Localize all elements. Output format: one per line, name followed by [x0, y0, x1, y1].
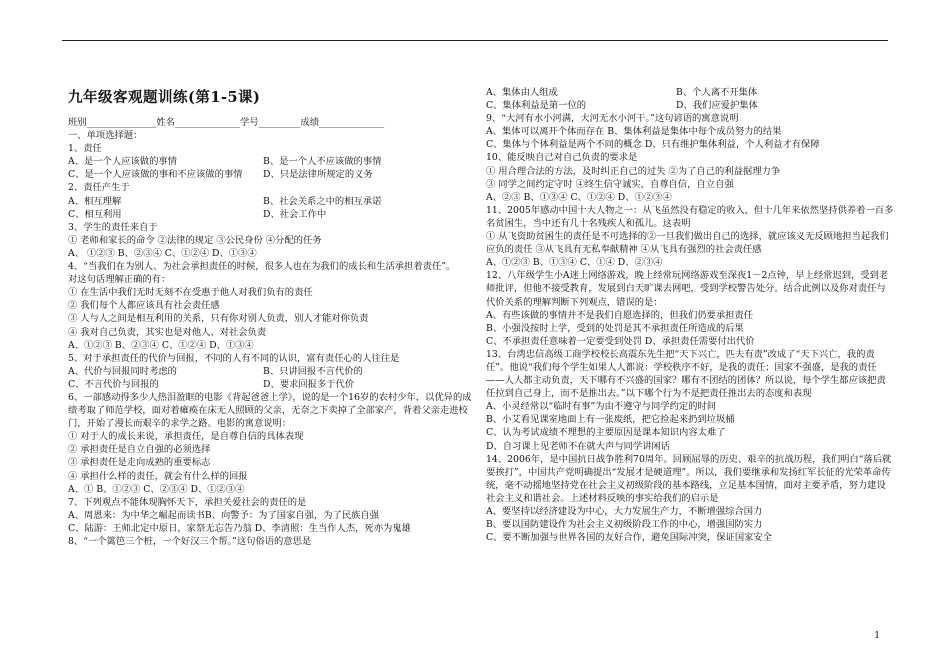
left-line	[68, 299, 473, 312]
left-line	[68, 155, 473, 168]
right-line-text: ① 用合理合法的方法，及时纠正自己的过失 ②为了自己的利益据理力争	[486, 165, 781, 177]
left-line-text: A、代价与回报同时考虑的	[68, 365, 177, 377]
left-line	[68, 391, 473, 430]
left-line-text: ① 老师和家长的命令 ②法律的规定 ③公民身份 ④分配的任务	[68, 234, 322, 246]
left-line-text: ② 我们每个人都应该具有社会责任感	[68, 300, 220, 312]
left-line	[68, 208, 473, 221]
right-line	[486, 400, 894, 413]
left-line-text: ④ 承担什么样的责任，就会有什么样的回报	[68, 470, 248, 482]
right-line	[486, 256, 894, 269]
right-line-text: A、②③ B、①③④ C、①②④ D、①②③④	[486, 191, 672, 203]
right-line-text: ③ 同学之间约定守时 ④终生信守诚实，自尊自信，自立自强	[486, 178, 734, 190]
left-line-text: C、相互利用	[68, 208, 122, 220]
right-line-text: A、集体由人组成	[486, 87, 558, 98]
right-line-text: A、要坚持以经济建设为中心，大力发展生产力，不断增强综合国力	[486, 506, 763, 517]
right-line-text: B、要以国防建设作为社会主义初级阶段工作的中心，增强国防实力	[486, 519, 763, 531]
right-line	[486, 191, 894, 204]
left-line-option: D、社会工作中	[263, 208, 327, 220]
left-line-text: 对这句话理解正确的有：	[68, 274, 171, 286]
right-line	[486, 348, 894, 400]
left-line-text: A、周恩来：为中华之崛起而读书B、向警予：为了国家自强，为了民族自强	[68, 509, 380, 521]
left-line-text: A、① B、①②③ C、②③④ D、①②③④	[68, 483, 245, 495]
left-line	[68, 430, 473, 443]
left-line-text: 1、责任	[68, 143, 102, 155]
right-line	[486, 178, 894, 191]
right-line-text: C、认为考试成绩不理想的主要原因是课本知识内容太难了	[486, 427, 726, 439]
left-line-text: C、是一个人应该做的事和不应该做的事情	[68, 169, 243, 181]
left-line-text: A、相互理解	[68, 195, 122, 207]
right-line-text: C、集体利益是第一位的	[486, 100, 587, 112]
right-column	[486, 86, 894, 544]
right-line-text: C、要不断加强与世界各国的友好合作，避免国际冲突，保证国家安全	[486, 532, 773, 544]
student-info-line: 班别_______________姓名______________学号_________成绩______________	[68, 117, 385, 128]
right-line-option: D、我们应爱护集体	[676, 100, 758, 112]
page-title: 九年级客观题训练(第1-5课)	[68, 89, 261, 106]
right-line	[486, 505, 894, 518]
left-line	[68, 443, 473, 456]
right-line-text: A、①②③ B、①③④ C、①④ D、②③④	[486, 257, 663, 269]
left-line	[68, 168, 473, 181]
left-line-text: ③ 人与人之间是相互利用的关系，只有你对别人负责，别人才能对你负责	[68, 313, 369, 325]
left-line	[68, 365, 473, 378]
left-line	[68, 509, 473, 522]
right-line-text: C、集体与个体利益是两个不同的概念 D、只有维护集体利益，个人利益才有保障	[486, 139, 820, 151]
right-line-text: D、自习课上见老师不在就大声与同学讲闲话	[486, 440, 671, 452]
right-line	[486, 151, 894, 164]
left-line-text: 5、对于承担责任的代价与回报，不同的人有不同的认识，富有责任心的人往往是	[68, 352, 400, 364]
left-line	[68, 142, 473, 155]
section-heading: 一、单项选择题：	[68, 130, 143, 142]
right-line	[486, 335, 894, 348]
right-line-text: 11、2005年感动中国十大人物之一：从飞虽然没有稳定的收入，但十几年来依然坚持供养着一百多名贫困生，当中还有几十名残疾人和孤儿。这表明	[486, 204, 894, 229]
right-line-text: A、集体可以离开个体而存在 B、集体利益是集体中每个成员努力的结果	[486, 126, 782, 138]
right-line-text: A、小灵经常以“临时有事”为由不遵守与同学约定的时间	[486, 401, 717, 413]
right-line-text: C、不承担责任意味着一定要受到处罚 D、承担责任需要付出代价	[486, 335, 755, 347]
right-line	[486, 426, 894, 439]
right-line-text: 13、台湾忠信高级工商学校校长高震东先生把“天下兴亡，匹夫有责”改成了“天下兴亡，我的责任”。他说“我们每个学生如果人人都说：学校秩序不好，是我的责任；国家不强盛，是我的责任——人人都主动负责，天下哪有不兴盛的国家？哪有不团结的团体？所以说，每个学生都应该把责任拉到自己身上，而不是推出去。”以下哪个行为不是把责任推出去的态度和表现	[486, 348, 886, 400]
left-line	[68, 181, 473, 194]
left-line-text: ③ 承担责任是走向成熟的重要标志	[68, 457, 211, 469]
left-line-text: A、 ①②③ B、②③④ C、①②④ D、①③④	[68, 247, 257, 259]
right-line	[486, 309, 894, 322]
left-line-text: 4、“当我们在为别人、为社会承担责任的时候，很多人也在为我们的成长和生活承担着责任”。	[68, 261, 456, 273]
left-line-text: C、不言代价与回报的	[68, 378, 159, 390]
left-line	[68, 273, 473, 286]
right-line	[486, 112, 894, 125]
right-line	[486, 230, 894, 256]
left-line	[68, 483, 473, 496]
right-line-text: 10、能反映自己对自己负责的要求是	[486, 152, 638, 164]
left-line-text: 6、一部感动得多少人热泪盈眶的电影《背起爸爸上学》，说的是一个16岁的农村少年，以优异的成绩考取了师范学校，面对着瘫痪在床无人照顾的父亲，无奈之下卖掉了全部家产，背着父亲走进校门，开始了漫长而艰辛的求学之路。电影的寓意说明：	[68, 391, 472, 430]
right-line	[486, 518, 894, 531]
page-number: 1	[874, 631, 880, 641]
left-line-text: ① 对于人的成长来说，承担责任，是自尊自信的具体表现	[68, 431, 304, 443]
left-line	[68, 221, 473, 234]
left-line-text: ① 在生活中我们无时无刻不在受惠于他人对我们负有的责任	[68, 287, 313, 299]
left-line-text: 8、“一个篱笆三个桩，一个好汉三个帮。”这句俗语的意思是	[68, 536, 312, 547]
left-line	[68, 286, 473, 299]
right-line-text: B、小强没按时上学，受到的处罚是其不承担责任所造成的后果	[486, 322, 744, 334]
left-line	[68, 312, 473, 325]
left-line-text: A、①②③ B、②③④ C、①②④ D、①③④	[68, 339, 254, 351]
header-rule	[62, 40, 888, 41]
left-line	[68, 247, 473, 260]
left-line	[68, 456, 473, 469]
right-line	[486, 99, 894, 112]
left-line-text: 3、学生的责任来自于	[68, 221, 158, 233]
right-line	[486, 86, 894, 99]
left-line	[68, 352, 473, 365]
left-line	[68, 496, 473, 509]
left-line-option: D、只是法律所规定的义务	[263, 169, 373, 181]
right-line-option: B、个人离不开集体	[676, 87, 758, 98]
left-line-text: ② 承担责任是自立自强的必须选择	[68, 444, 211, 456]
right-line	[486, 322, 894, 335]
right-line	[486, 138, 894, 151]
left-line	[68, 378, 473, 391]
right-line-text: A、有些该做的事情并不是我们自愿选择的，但我们仍要承担责任	[486, 309, 754, 321]
right-line-text: 12、八年级学生小A迷上网络游戏，晚上经常玩网络游戏至深夜1－2点钟，早上经常迟到，受到老师批评，但他不接受教育，发展到白天旷课去网吧，受到学校警告处分。结合此例以及你对责任与代价关系的理解判断下列观点，错误的是：	[486, 270, 889, 308]
right-line	[486, 204, 894, 230]
left-line-text: ④ 我对自己负责，其实也是对他人、对社会负责	[68, 326, 267, 338]
left-line	[68, 470, 473, 483]
left-line-option: B、社会关系之中的相互承诺	[263, 195, 382, 207]
right-line	[486, 413, 894, 426]
left-column	[68, 88, 473, 548]
left-line	[68, 522, 473, 535]
right-line-text: 9、“大河有水小河满，大河无水小河干。”这句谚语的寓意说明	[486, 113, 739, 125]
right-line	[486, 453, 894, 505]
left-line	[68, 339, 473, 352]
left-line-option: B、是一个人不应该做的事情	[263, 156, 382, 168]
left-line-text: 7、下列观点不能体现胸怀天下，承担关爱社会的责任的是	[68, 496, 307, 508]
left-line	[68, 326, 473, 339]
left-line	[68, 260, 473, 273]
right-line	[486, 531, 894, 544]
right-line-text: B、小艾看见课室地面上有一张废纸，把它捡起来扔到垃圾桶	[486, 414, 735, 426]
right-line-text: 14、2006年，是中国抗日战争胜利70周年。回顾屈辱的历史、艰辛的抗战历程，我们明白“落后就要挨打”，中国共产党明确提出“发展才是硬道理”。所以，我们要继承和发扬红军长征的光荣革命传统，毫不动摇地坚持党在社会主义初级阶段的基本路线，立足基本国情，面对主要矛盾，努力建设社会主义和谐社会。上述材料反映的事实给我们的启示是	[486, 453, 892, 504]
left-line-text: C、陆游：王师北定中原日，家祭无忘告乃翁 D、李清照：生当作人杰，死亦为鬼雄	[68, 522, 411, 534]
right-line	[486, 165, 894, 178]
right-line-text: ① 从飞资助贫困生的责任是不可选择的②一旦我们做出自己的选择，就应该义无反顾地担当起我们应负的责任 ③从飞具有无私奉献精神 ④从飞具有强烈的社会责任感	[486, 231, 889, 256]
left-line-text: 2、责任产生于	[68, 182, 130, 194]
left-line	[68, 234, 473, 247]
left-line	[68, 535, 473, 548]
left-line-text: A、是一个人应该做的事情	[68, 156, 177, 168]
left-line-option: D、要求回报多于代价	[263, 378, 355, 390]
right-line	[486, 269, 894, 308]
right-line	[486, 440, 894, 453]
right-line	[486, 125, 894, 138]
left-line	[68, 195, 473, 208]
left-line-option: B、只讲回报不言代价的	[263, 365, 363, 377]
